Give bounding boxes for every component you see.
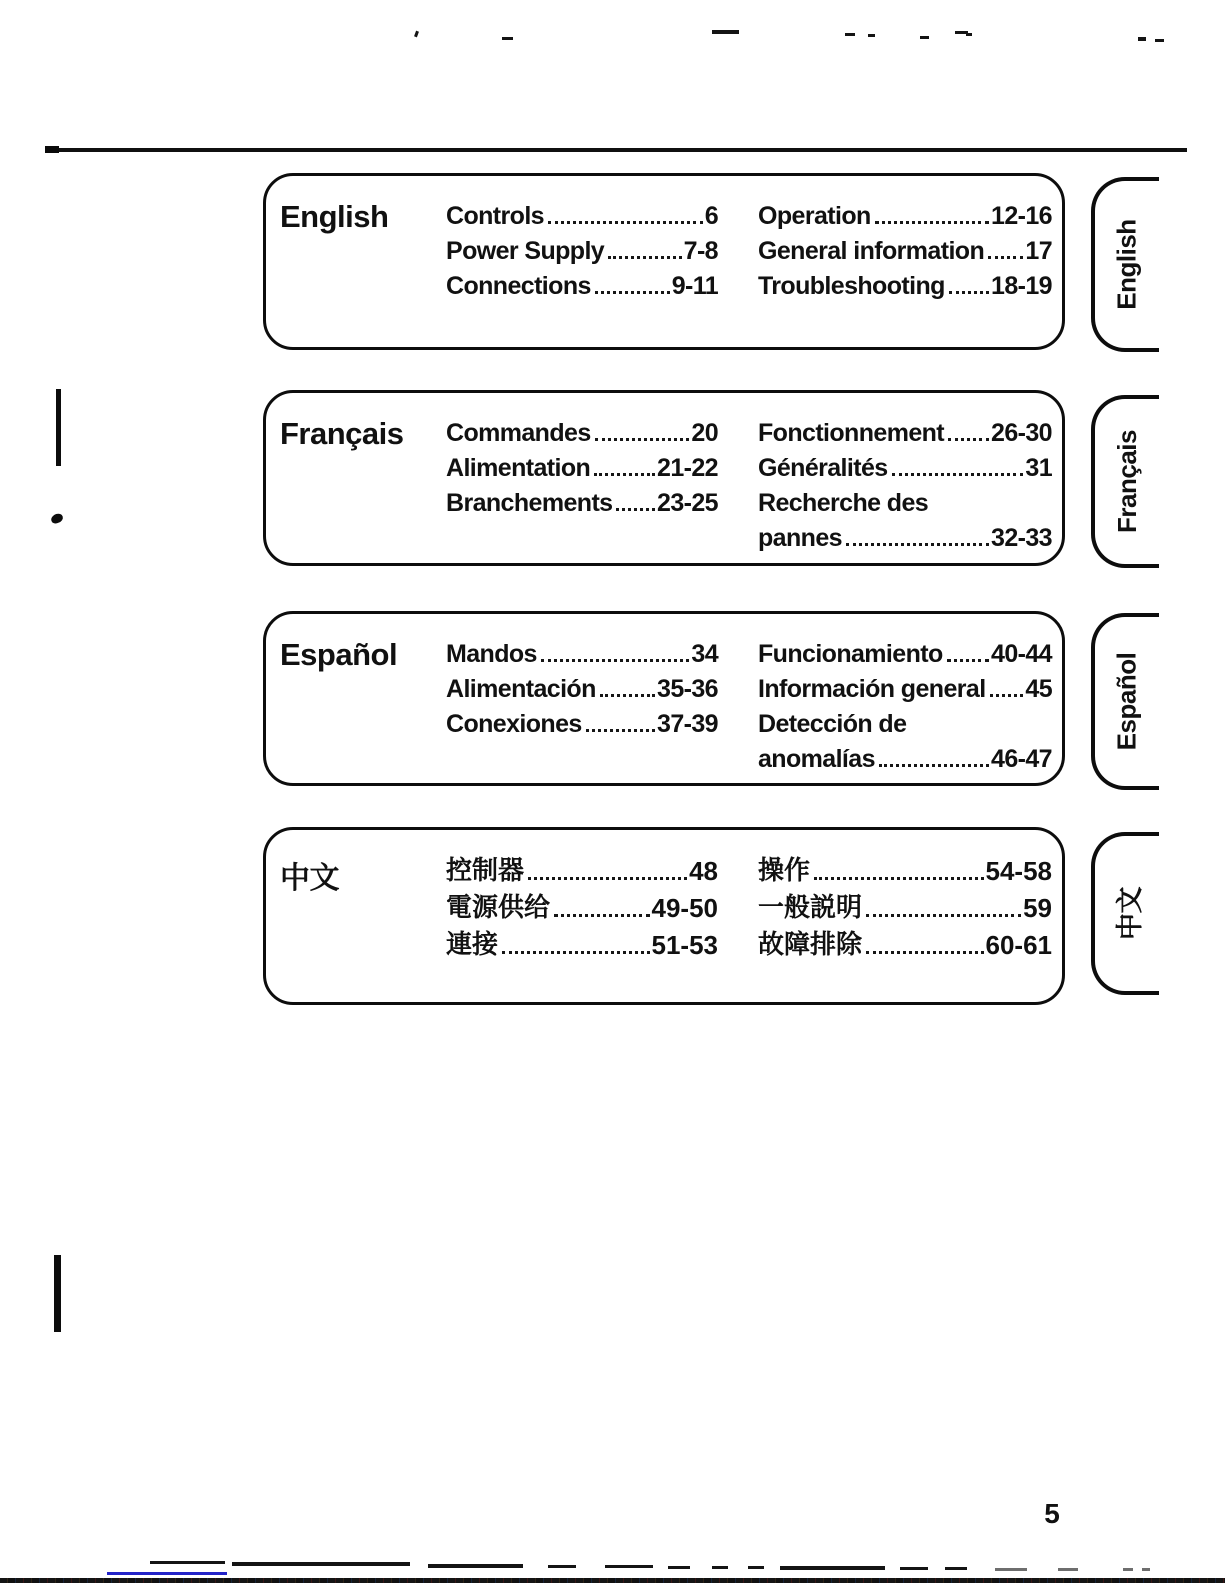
toc-entry-title: Branchements	[446, 489, 613, 517]
toc-entry-title: 操作	[758, 855, 811, 885]
toc-entry-title: Alimentation	[446, 454, 591, 482]
toc-entry	[758, 634, 1052, 669]
toc-entry-pages: 49-50	[651, 893, 718, 923]
dotted-leader	[949, 291, 989, 294]
scan-artifact-dash	[1058, 1568, 1078, 1571]
toc-entry	[446, 231, 718, 266]
toc-entry	[758, 231, 1052, 266]
toc-entry-title: Alimentación	[446, 675, 596, 703]
scan-artifact-dash	[945, 1567, 967, 1570]
toc-entry-prefix	[758, 483, 1052, 518]
toc-entry-title: Conexiones	[446, 710, 582, 738]
language-tab-label-espanol: Español	[1111, 652, 1142, 751]
toc-entry-title: Funcionamiento	[758, 640, 943, 668]
scan-artifact-speck	[50, 512, 64, 524]
toc-entry	[446, 483, 718, 518]
toc-entry	[758, 266, 1052, 301]
scan-artifact-dash	[414, 31, 419, 38]
scan-artifact-dash	[548, 1565, 576, 1568]
toc-entry-pages: 60-61	[985, 930, 1052, 960]
toc-entry	[446, 924, 718, 961]
toc-entry-title: 控制器	[446, 855, 525, 885]
dotted-leader	[548, 221, 703, 224]
toc-columns	[446, 196, 1052, 347]
dotted-leader	[554, 914, 649, 917]
page-number: 5	[1044, 1498, 1060, 1529]
toc-section-francais	[263, 390, 1065, 566]
scan-artifact-dash	[868, 34, 875, 37]
scan-artifact-dash	[995, 1568, 1027, 1571]
toc-entry-title: Mandos	[446, 640, 537, 668]
dotted-leader	[948, 438, 989, 441]
language-tab-english	[1091, 177, 1159, 352]
scan-artifact-dash	[966, 33, 972, 36]
toc-entry-title: Commandes	[446, 419, 591, 447]
toc-entry-pages: 9-11	[671, 272, 718, 300]
toc-entry-pages: 40-44	[991, 640, 1052, 668]
toc-entry	[446, 669, 718, 704]
toc-entry-pages: 51-53	[651, 930, 718, 960]
toc-entry-title: 連接	[446, 929, 499, 959]
column-gap	[718, 196, 758, 347]
toc-entry-title: Power Supply	[446, 237, 605, 265]
toc-entry-pages: 54-58	[985, 856, 1052, 886]
toc-entry	[758, 887, 1052, 924]
toc-entry-title: anomalías	[758, 745, 875, 773]
language-tab-francais	[1091, 395, 1159, 568]
toc-entry-pages: 32-33	[991, 524, 1052, 552]
dotted-leader	[879, 764, 989, 767]
scan-artifact-dash	[1123, 1568, 1133, 1571]
dotted-leader	[595, 438, 690, 441]
toc-entry-pages: 21-22	[657, 454, 718, 482]
toc-entry	[758, 669, 1052, 704]
toc-entry-pages: 46-47	[991, 745, 1052, 773]
toc-entry	[446, 850, 718, 887]
dotted-leader	[988, 256, 1023, 259]
language-tab-espanol	[1091, 613, 1159, 790]
toc-entry-pages: 26-30	[991, 419, 1052, 447]
toc-entry	[446, 196, 718, 231]
scan-artifact-bottom-bar	[0, 1578, 1225, 1583]
scan-artifact-blue-line	[107, 1572, 227, 1575]
toc-entry-pages: 6	[704, 202, 718, 230]
language-label-francais: Français	[280, 416, 404, 451]
toc-entry-title: 一般説明	[758, 892, 863, 922]
toc-columns	[446, 850, 1052, 1002]
scan-artifact-dash	[1142, 1568, 1150, 1571]
dotted-leader	[594, 473, 655, 476]
toc-entry	[758, 448, 1052, 483]
language-label-chinese: 中文	[280, 862, 339, 895]
toc-entry-title: Fonctionnement	[758, 419, 945, 447]
column-gap	[718, 850, 758, 1002]
scan-artifact-dash	[712, 1566, 728, 1569]
horizontal-rule	[47, 148, 1187, 152]
dotted-leader	[541, 659, 690, 662]
toc-entry	[446, 704, 718, 739]
toc-entry	[758, 739, 1052, 774]
scan-artifact-dash	[428, 1564, 523, 1568]
toc-entry	[446, 634, 718, 669]
toc-section-espanol	[263, 611, 1065, 786]
toc-entry	[758, 518, 1052, 553]
dotted-leader	[586, 729, 655, 732]
dotted-leader	[595, 291, 670, 294]
dotted-leader	[990, 694, 1024, 697]
toc-entry	[446, 266, 718, 301]
toc-entry	[758, 924, 1052, 961]
toc-entry	[446, 413, 718, 448]
scan-artifact-dash	[748, 1566, 764, 1569]
language-tab-label-chinese: 中文	[1114, 887, 1145, 940]
toc-entry-title: pannes	[758, 524, 842, 552]
toc-column	[446, 850, 718, 1002]
scan-artifact-vertical-bar	[56, 389, 61, 466]
scan-artifact-dash	[605, 1565, 653, 1568]
scan-artifact-dash	[1138, 37, 1146, 41]
scan-artifact-dash	[712, 30, 739, 34]
scan-artifact-dash	[668, 1566, 690, 1569]
toc-entry-pages: 18-19	[991, 272, 1052, 300]
dotted-leader	[846, 543, 989, 546]
toc-column	[758, 196, 1052, 347]
toc-column	[446, 413, 718, 563]
toc-entry-title: Operation	[758, 202, 871, 230]
toc-entry-title: 故障排除	[758, 929, 863, 959]
toc-section-english	[263, 173, 1065, 350]
toc-column	[758, 850, 1052, 1002]
toc-entry-pages: 7-8	[683, 237, 718, 265]
toc-entry-title: Controls	[446, 202, 544, 230]
dotted-leader	[866, 914, 1021, 917]
toc-entry-pages: 31	[1025, 454, 1052, 482]
toc-entry-pages: 23-25	[657, 489, 718, 517]
toc-entry	[446, 887, 718, 924]
toc-entry-pages: 12-16	[991, 202, 1052, 230]
toc-entry-pages: 48	[689, 856, 718, 886]
toc-entry	[758, 196, 1052, 231]
language-tab-label-english: English	[1111, 219, 1142, 310]
language-label-espanol: Español	[280, 637, 398, 672]
toc-entry-pages: 45	[1025, 675, 1052, 703]
scan-artifact-dash	[900, 1567, 928, 1570]
dotted-leader	[608, 256, 682, 259]
dotted-leader	[814, 877, 983, 880]
toc-entry-title: General information	[758, 237, 985, 265]
toc-entry	[758, 850, 1052, 887]
toc-column	[758, 413, 1052, 563]
toc-entry-title: Información general	[758, 675, 986, 703]
toc-columns	[446, 413, 1052, 563]
toc-column	[446, 196, 718, 347]
toc-entry-prefix	[758, 704, 1052, 739]
toc-entry-title: Connections	[446, 272, 591, 300]
toc-columns	[446, 634, 1052, 783]
language-tab-label-francais: Français	[1111, 430, 1142, 533]
scan-artifact-dash	[780, 1566, 885, 1570]
dotted-leader	[947, 659, 989, 662]
scan-artifact-dash	[920, 36, 929, 39]
toc-entry-prefix-text: Recherche des	[758, 489, 929, 517]
dotted-leader	[600, 694, 655, 697]
dotted-leader	[866, 951, 983, 954]
toc-entry-pages: 34	[691, 640, 718, 668]
toc-entry-pages: 17	[1025, 237, 1052, 265]
toc-entry-title: 電源供给	[446, 892, 551, 922]
dotted-leader	[875, 221, 989, 224]
scan-artifact-dash	[232, 1562, 410, 1566]
scan-artifact-dash	[502, 37, 513, 40]
dotted-leader	[616, 508, 655, 511]
scan-artifact-vertical-bar	[54, 1255, 61, 1332]
scan-artifact-dash	[845, 33, 855, 36]
dotted-leader	[892, 473, 1024, 476]
toc-entry-pages: 59	[1023, 893, 1052, 923]
language-tab-chinese	[1091, 832, 1159, 995]
toc-section-chinese	[263, 827, 1065, 1005]
toc-entry	[758, 413, 1052, 448]
column-gap	[718, 634, 758, 783]
toc-entry-title: Troubleshooting	[758, 272, 945, 300]
toc-entry	[446, 448, 718, 483]
toc-column	[758, 634, 1052, 783]
toc-entry-pages: 20	[691, 419, 718, 447]
language-label-english: English	[280, 199, 389, 234]
dotted-leader	[528, 877, 687, 880]
scan-artifact-dash	[1155, 39, 1164, 42]
scan-artifact-dash	[150, 1561, 225, 1564]
toc-entry-pages: 35-36	[657, 675, 718, 703]
column-gap	[718, 413, 758, 563]
toc-column	[446, 634, 718, 783]
toc-entry-prefix-text: Detección de	[758, 710, 907, 738]
dotted-leader	[502, 951, 649, 954]
toc-entry-pages: 37-39	[657, 710, 718, 738]
toc-entry-title: Généralités	[758, 454, 888, 482]
